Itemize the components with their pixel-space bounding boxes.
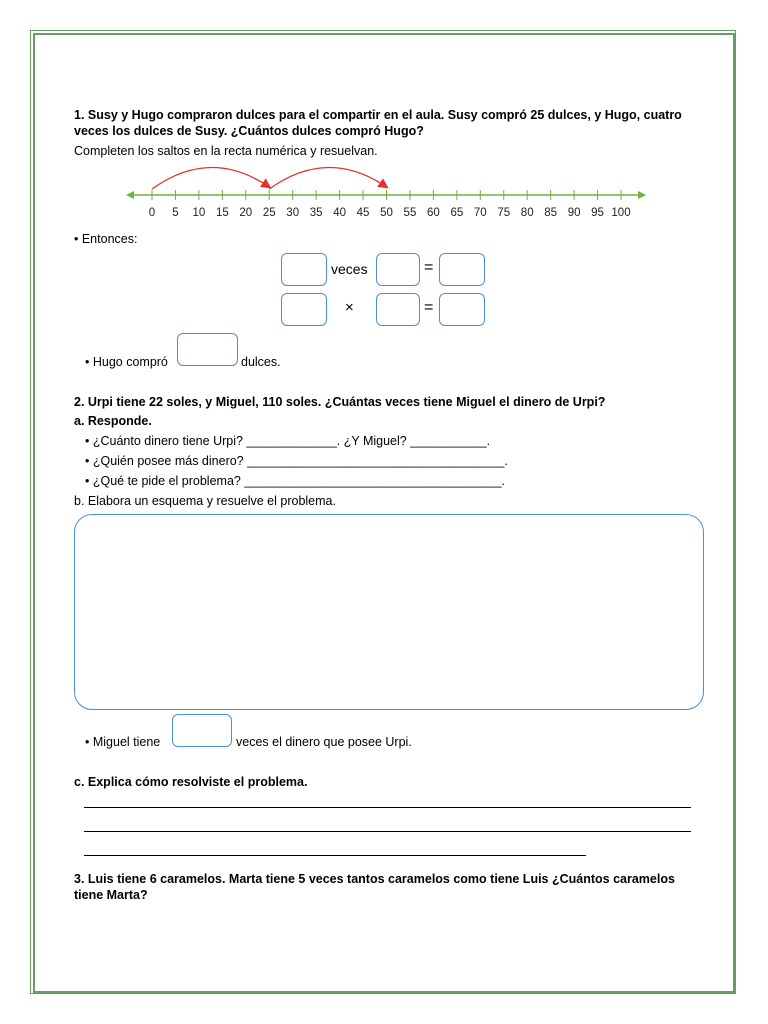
tick-label: 10 [192, 207, 206, 219]
tick-label: 75 [497, 207, 511, 219]
number-line-left-arrow [126, 191, 134, 199]
q2-part-a: a. Responde. [74, 414, 152, 428]
tick-label: 95 [591, 207, 604, 219]
q1-answer-prefix: • Hugo compró [85, 355, 168, 369]
q3-statement-line1: 3. Luis tiene 6 caramelos. Marta tiene 5 veces tantos caramelos como tiene Luis ¿Cuántos caramelos [74, 872, 675, 886]
tick-label: 80 [520, 207, 534, 219]
q2-answer-suffix: veces el dinero que posee Urpi. [236, 735, 412, 749]
q2-statement: 2. Urpi tiene 22 soles, y Miguel, 110 soles. ¿Cuántas veces tiene Miguel el dinero de Urpi? [74, 395, 606, 409]
answer-line-2[interactable] [84, 831, 691, 832]
tick-label: 5 [172, 207, 179, 219]
product-input-2[interactable] [439, 293, 485, 326]
factor-input-3[interactable] [281, 293, 327, 326]
tick-label: 35 [309, 207, 323, 219]
q1-statement-line1: 1. Susy y Hugo compraron dulces para el compartir en el aula. Susy compró 25 dulces, y Hugo, cuatro [74, 108, 682, 122]
tick-label: 55 [403, 207, 417, 219]
tick-label: 90 [567, 207, 581, 219]
tick-label: 30 [286, 207, 300, 219]
number-line-right-arrow [638, 191, 646, 199]
hugo-answer-input[interactable] [177, 333, 238, 366]
q1-answer-suffix: dulces. [241, 355, 281, 369]
q1-statement-line2: veces los dulces de Susy. ¿Cuántos dulces compró Hugo? [74, 124, 424, 138]
equals-sign-1: = [424, 259, 434, 276]
answer-line-3[interactable] [84, 855, 586, 856]
scheme-answer-area[interactable] [74, 514, 704, 710]
veces-word: veces [331, 261, 368, 277]
tick-label: 70 [473, 207, 487, 219]
jump-arc [152, 167, 269, 189]
tick-label: 85 [544, 207, 558, 219]
tick-label: 0 [148, 207, 156, 219]
q2-a-item1: • ¿Cuánto dinero tiene Urpi? _____________. ¿Y Miguel? ___________. [85, 434, 491, 448]
tick-label: 60 [427, 207, 440, 219]
answer-line-1[interactable] [84, 807, 691, 808]
entonces-label: • Entonces: [74, 232, 138, 246]
tick-label: 20 [239, 207, 253, 219]
factor-input-1[interactable] [281, 253, 327, 286]
tick-label: 25 [262, 207, 276, 219]
jump-arc [269, 167, 386, 189]
tick-label: 40 [333, 207, 346, 219]
tick-label: 65 [450, 207, 464, 219]
q2-answer-prefix: • Miguel tiene [85, 735, 161, 749]
q1-instruction: Completen los saltos en la recta numérica y resuelvan. [74, 144, 378, 158]
tick-label: 100 [611, 207, 631, 219]
product-input-1[interactable] [439, 253, 485, 286]
tick-label: 50 [380, 207, 393, 219]
tick-label: 45 [356, 207, 370, 219]
q2-a-item2: • ¿Quién posee más dinero? _____________________________________. [85, 454, 508, 468]
factor-input-2[interactable] [376, 253, 420, 286]
tick-label: 15 [215, 207, 229, 219]
times-sign: × [345, 299, 354, 316]
q2-part-b: b. Elabora un esquema y resuelve el problema. [74, 494, 336, 508]
number-line [120, 158, 660, 224]
q2-a-item3: • ¿Qué te pide el problema? _____________________________________. [85, 474, 506, 488]
equals-sign-2: = [424, 299, 434, 316]
q2-part-c: c. Explica cómo resolviste el problema. [74, 775, 308, 789]
q3-statement-line2: tiene Marta? [74, 888, 148, 902]
miguel-answer-input[interactable] [172, 714, 232, 747]
factor-input-4[interactable] [376, 293, 420, 326]
